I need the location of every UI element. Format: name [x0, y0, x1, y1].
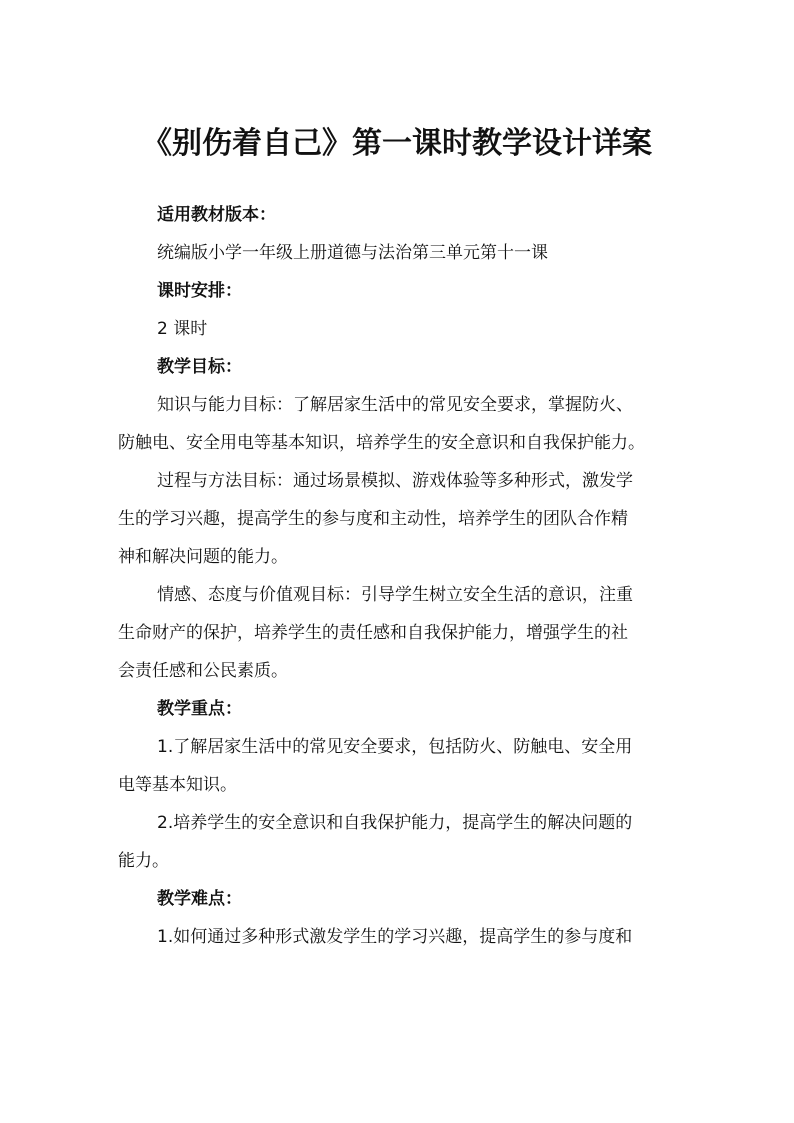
document-body: [118, 196, 678, 956]
textbook-value: 统编版小学一年级上册道德与法治第三单元第十一课: [157, 243, 548, 263]
paragraph-line: 会责任感和公民素质。: [118, 661, 288, 681]
schedule-value: 2 课时: [157, 319, 208, 339]
textbook-heading: 适用教材版本：: [157, 205, 276, 225]
key-point-1-paragraph: [118, 728, 678, 804]
document-title: 《别伤着自己》第一课时教学设计详案: [142, 126, 652, 161]
paragraph-line: 生命财产的保护，培养学生的责任感和自我保护能力，增强学生的社: [118, 623, 628, 643]
paragraph-line: 1.了解居家生活中的常见安全要求，包括防火、防触电、安全用: [157, 737, 633, 757]
paragraph-line: 知识与能力目标：了解居家生活中的常见安全要求，掌握防火、: [157, 395, 633, 415]
goal-process-paragraph: [118, 462, 678, 576]
paragraph-line: 1.如何通过多种形式激发学生的学习兴趣，提高学生的参与度和: [157, 927, 633, 947]
paragraph-line: 能力。: [118, 851, 169, 871]
goal-emotion-paragraph: [118, 576, 678, 690]
paragraph-line: 电等基本知识。: [118, 775, 237, 795]
paragraph-line: 过程与方法目标：通过场景模拟、游戏体验等多种形式，激发学: [157, 471, 633, 491]
paragraph-line: 2.培养学生的安全意识和自我保护能力，提高学生的解决问题的: [157, 813, 633, 833]
paragraph-line: 神和解决问题的能力。: [118, 547, 288, 567]
paragraph-line: 生的学习兴趣，提高学生的参与度和主动性，培养学生的团队合作精: [118, 509, 628, 529]
paragraph-line: 情感、态度与价值观目标：引导学生树立安全生活的意识，注重: [157, 585, 633, 605]
key-point-2-paragraph: [118, 804, 678, 880]
paragraph-line: 防触电、安全用电等基本知识，培养学生的安全意识和自我保护能力。: [118, 433, 645, 453]
key-points-heading: 教学重点：: [157, 699, 242, 719]
difficulties-heading: 教学难点：: [157, 889, 242, 909]
goal-knowledge-paragraph: [118, 386, 678, 462]
schedule-heading: 课时安排：: [157, 281, 242, 301]
goals-heading: 教学目标：: [157, 357, 242, 377]
difficulty-1-paragraph: [118, 918, 678, 956]
